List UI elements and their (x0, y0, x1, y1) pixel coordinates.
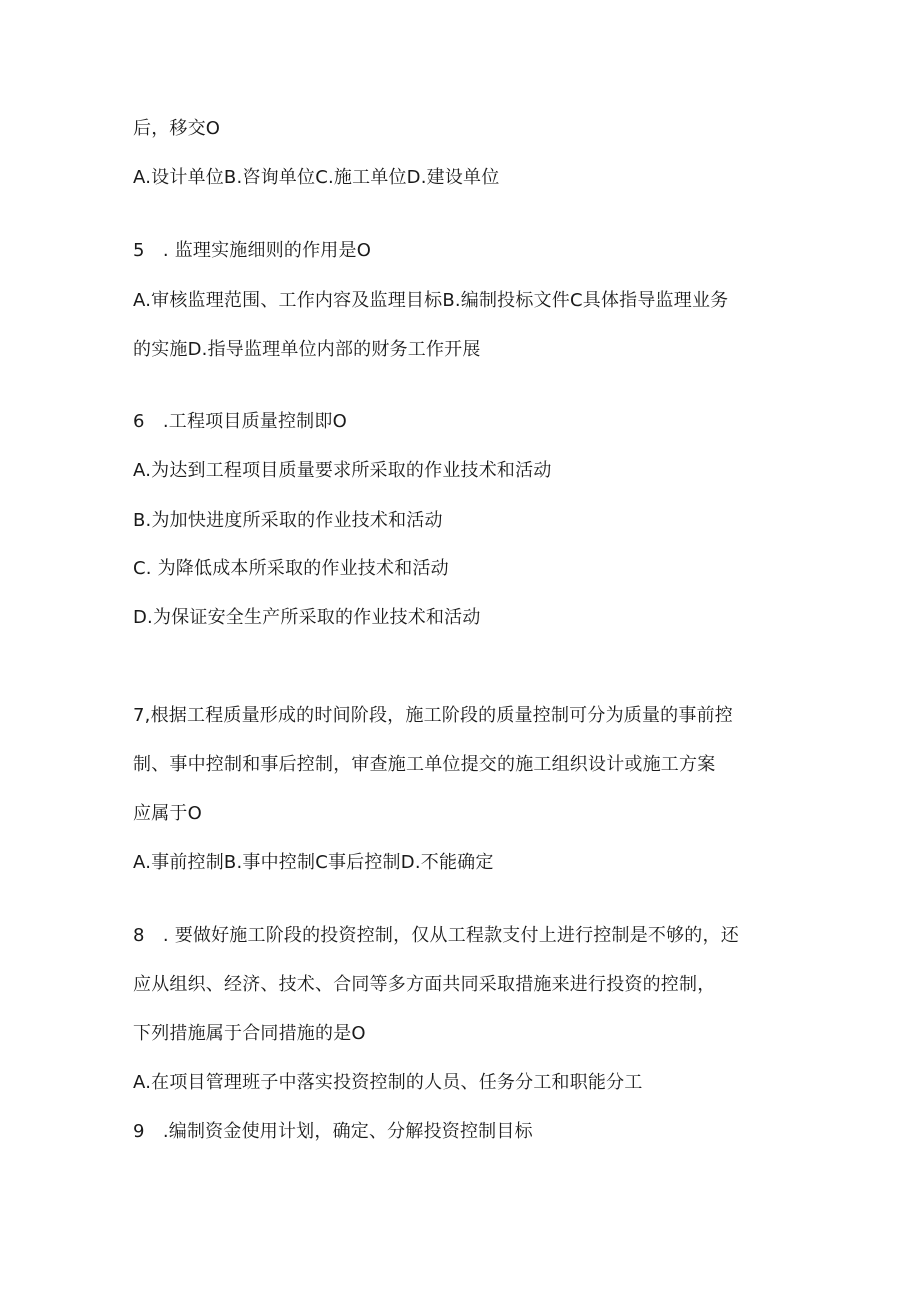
text-line-1: 后，移交O (133, 118, 221, 139)
text-line-14: A.事前控制B.事中控制C事后控制D.不能确定 (133, 852, 494, 873)
question-5: 5 . 监理实施细则的作用是O (133, 240, 372, 261)
text-line-4: A.审核监理范围、工作内容及监理目标B.编制投标文件C具体指导监理业务 (133, 290, 729, 311)
question-6: 6 .工程项目质量控制即O (133, 411, 347, 432)
text-line-12: 制、事中控制和事后控制，审查施工单位提交的施工组织设计或施工方案 (133, 754, 716, 775)
text-line-17: 下列措施属于合同措施的是O (133, 1023, 366, 1044)
option-d: D.为保证安全生产所采取的作业技术和活动 (133, 607, 481, 628)
text-line-5: 的实施D.指导监理单位内部的财务工作开展 (133, 339, 481, 360)
text-line-13: 应属于O (133, 803, 202, 824)
question-9: 9 .编制资金使用计划，确定、分解投资控制目标 (133, 1121, 533, 1142)
option-b: B.为加快进度所采取的作业技术和活动 (133, 510, 443, 531)
option-c: C. 为降低成本所采取的作业技术和活动 (133, 558, 449, 579)
text-line-18: A.在项目管理班子中落实投资控制的人员、任务分工和职能分工 (133, 1072, 643, 1093)
text-line-2: A.设计单位B.咨询单位C.施工单位D.建设单位 (133, 167, 500, 188)
option-a: A.为达到工程项目质量要求所采取的作业技术和活动 (133, 460, 552, 481)
question-7: 7,根据工程质量形成的时间阶段，施工阶段的质量控制可分为质量的事前控 (133, 705, 733, 726)
text-line-16: 应从组织、经济、技术、合同等多方面共同采取措施来进行投资的控制， (133, 974, 716, 995)
question-8: 8 . 要做好施工阶段的投资控制，仅从工程款支付上进行控制是不够的，还 (133, 925, 739, 946)
